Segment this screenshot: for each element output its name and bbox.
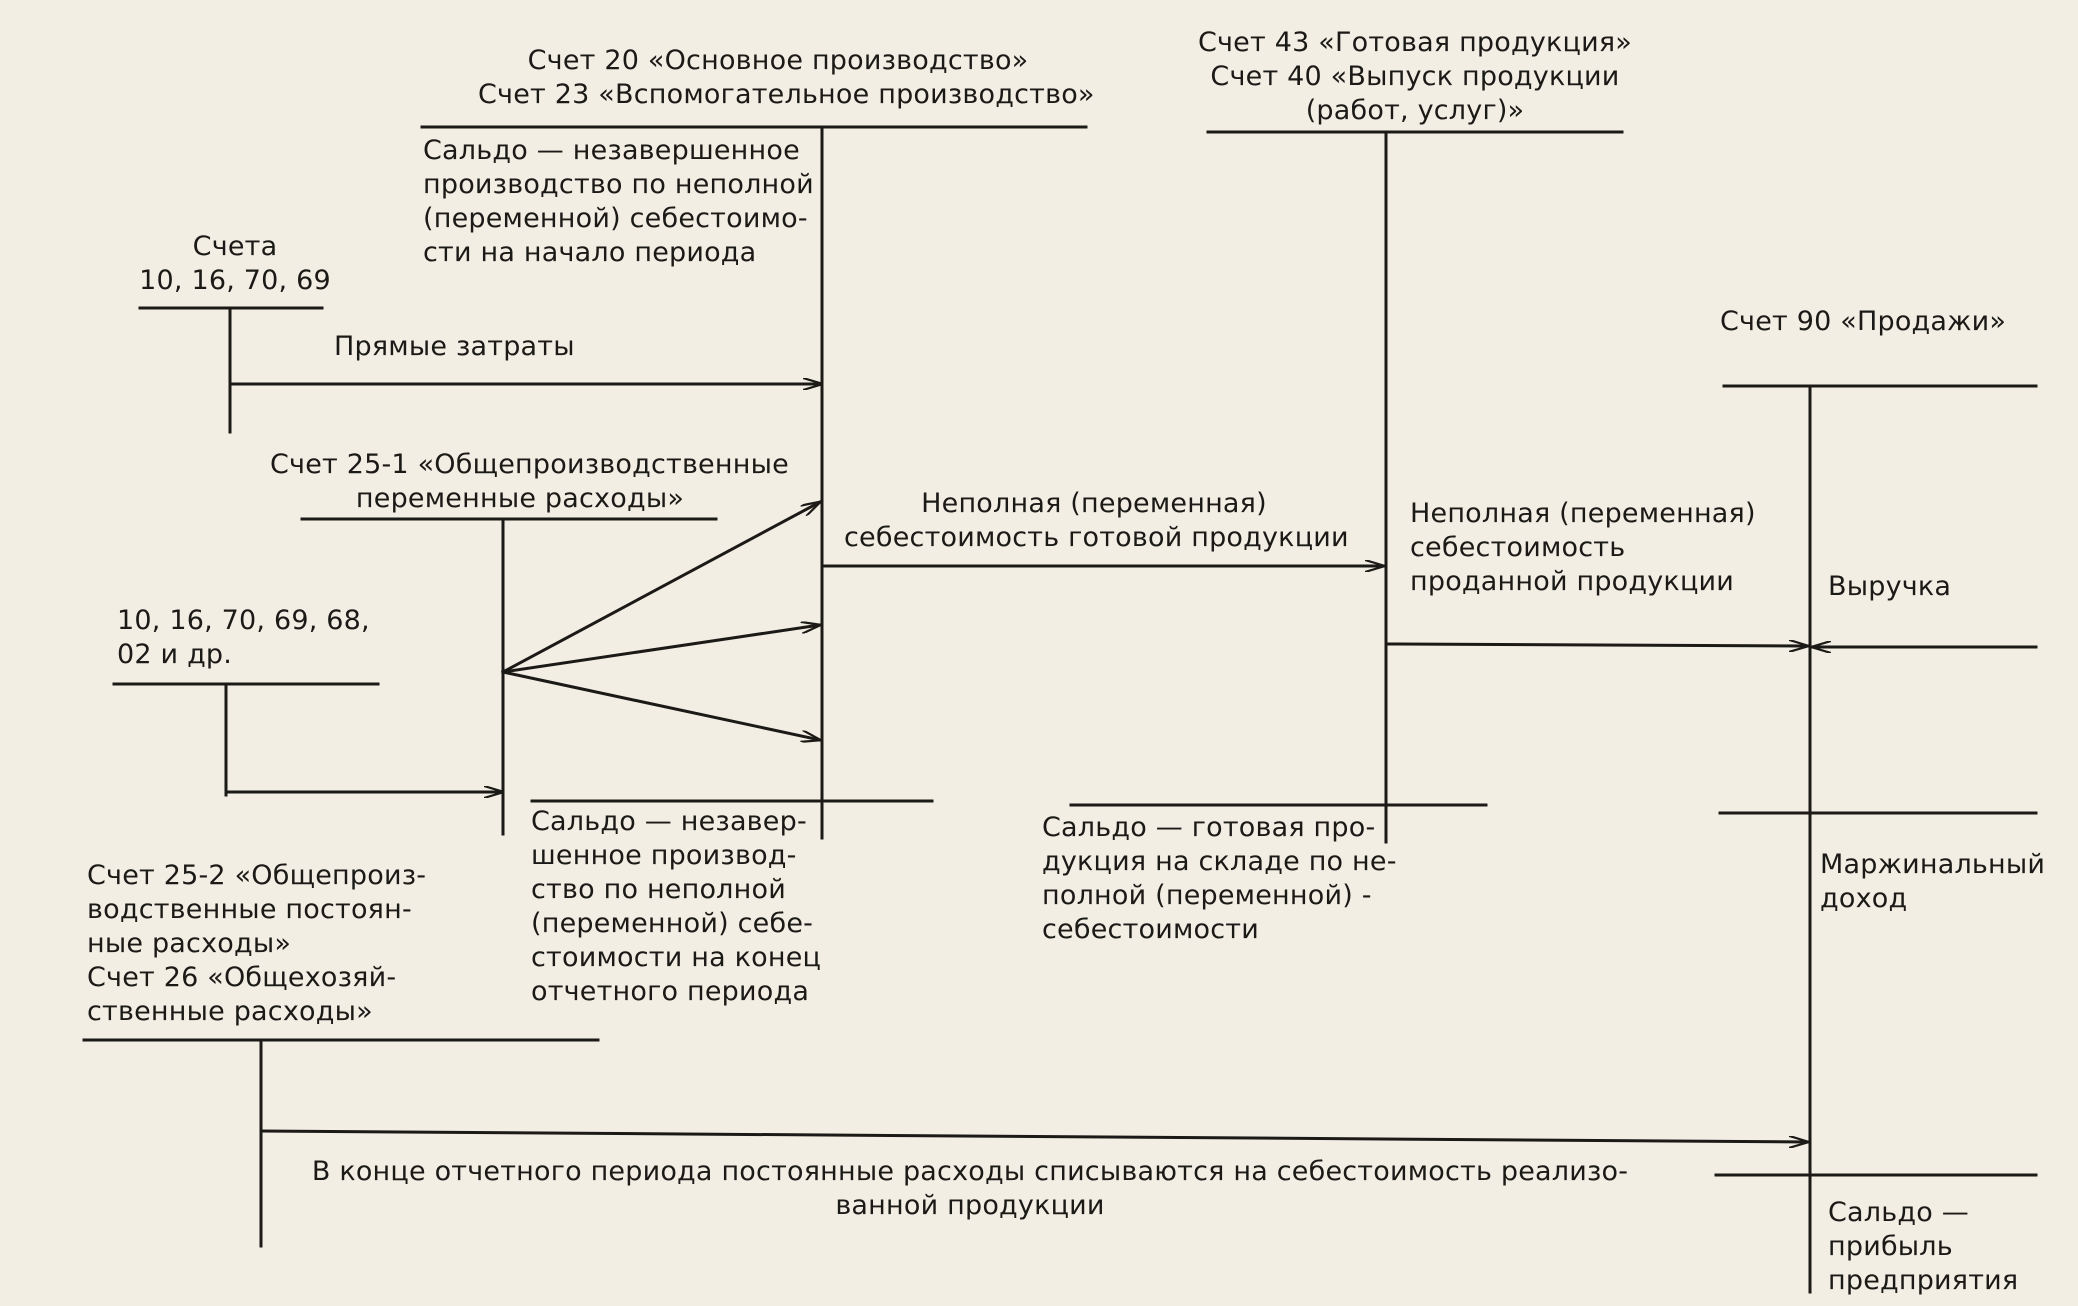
arrow-25-1-to-20-lower bbox=[503, 672, 820, 740]
revenue-label: Выручка bbox=[1828, 571, 1952, 602]
account-20-closing-balance: Сальдо — незавер- шенное производ- ство по неполной (переменной) себе- стоимости на конец отчетного периода bbox=[531, 806, 822, 1007]
finished-goods-cost-label: Неполная (переменная) себестоимость готовой продукции bbox=[844, 488, 1349, 553]
arrow-fixed-costs bbox=[261, 1131, 1808, 1142]
arrow-25-1-to-20-middle bbox=[503, 625, 820, 672]
account-25-1-title: Счет 25-1 «Общепроизводственные переменные расходы» bbox=[270, 449, 789, 514]
overhead-sources-title: 10, 16, 70, 69, 68, 02 и др. bbox=[117, 605, 370, 670]
arrow-sold-goods bbox=[1386, 644, 1808, 646]
direct-sources-title: Счета 10, 16, 70, 69 bbox=[139, 231, 331, 296]
margin-label: Маржинальный доход bbox=[1820, 849, 2046, 914]
account-90-closing-balance: Сальдо — прибыль предприятия bbox=[1828, 1197, 2019, 1296]
arrow-25-1-to-20-upper bbox=[503, 502, 820, 672]
account-43-title: Счет 43 «Готовая продукция» Счет 40 «Выпуск продукции (работ, услуг)» bbox=[1197, 27, 1633, 126]
account-43-closing-balance: Сальдо — готовая про- дукция на складе по не- полной (переменной) - себестоимости bbox=[1042, 812, 1397, 945]
sold-goods-cost-label: Неполная (переменная) себестоимость проданной продукции bbox=[1410, 498, 1756, 597]
account-20-title: Счет 20 «Основное производство» Счет 23 «Вспомогательное производство» bbox=[478, 45, 1095, 110]
account-20-opening-balance: Сальдо — незавершенное производство по неполной (переменной) себестоимо- сти на начало периода bbox=[423, 135, 814, 268]
direct-costs-label: Прямые затраты bbox=[334, 331, 575, 362]
fixed-costs-writeoff-label: В конце отчетного периода постоянные расходы списываются на себестоимость реализо- ванной продукции bbox=[311, 1156, 1629, 1221]
account-25-2-title: Счет 25-2 «Общепроиз- водственные постоян- ные расходы» Счет 26 «Общехозяй- ственные расходы» bbox=[87, 860, 427, 1027]
account-90-title: Счет 90 «Продажи» bbox=[1720, 306, 2007, 337]
